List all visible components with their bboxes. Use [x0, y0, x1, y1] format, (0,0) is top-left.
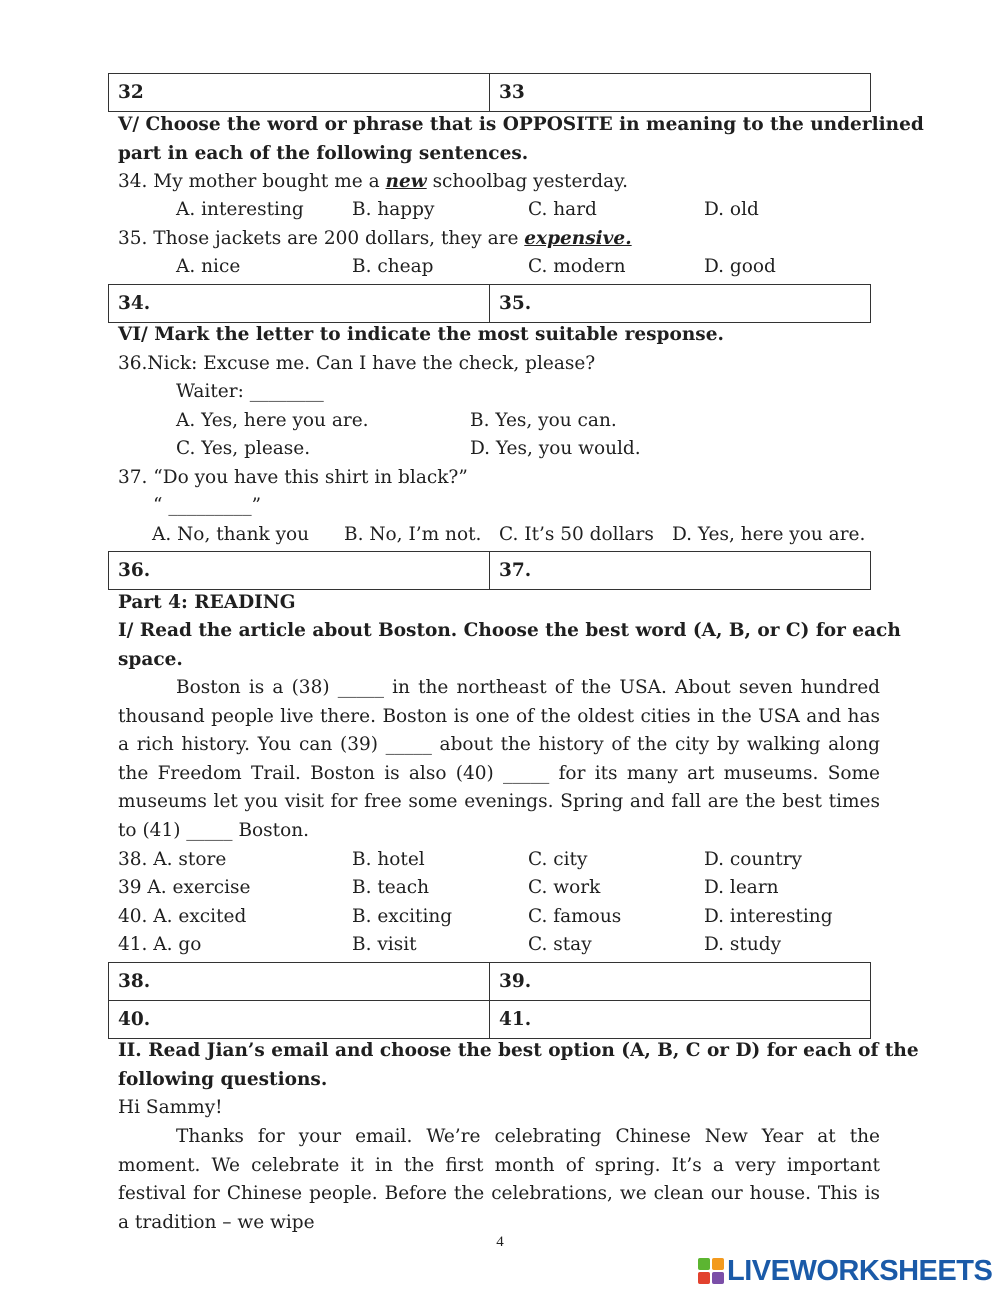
answer-cell-36[interactable]: 36. — [109, 552, 490, 590]
reading-1-heading: I/ Read the article about Boston. Choose the best word (A, B, or C) for each — [118, 620, 901, 641]
q34-option-a: A. interesting — [176, 199, 304, 220]
answer-cell-38[interactable]: 38. — [109, 963, 490, 1001]
q38-option-c: C. city — [528, 849, 588, 870]
part-4-title: Part 4: READING — [118, 592, 296, 613]
answer-cell-32[interactable]: 32 — [109, 74, 490, 112]
q37-option-d: D. Yes, here you are. — [672, 524, 866, 545]
q41-option-d: D. study — [704, 934, 782, 955]
email-body — [118, 1123, 880, 1237]
q39-option-c: C. work — [528, 877, 601, 898]
question-36-waiter: Waiter: ________ — [176, 381, 324, 402]
q36-option-a: A. Yes, here you are. — [176, 410, 369, 431]
q35-option-c: C. modern — [528, 256, 626, 277]
q37-option-b: B. No, I’m not. — [344, 524, 482, 545]
q34-option-b: B. happy — [352, 199, 435, 220]
section-6-heading: VI/ Mark the letter to indicate the most suitable response. — [118, 324, 724, 345]
answer-cell-37[interactable]: 37. — [490, 552, 871, 590]
q34-option-c: C. hard — [528, 199, 597, 220]
q38-option-a: 38. A. store — [118, 849, 227, 870]
q35-option-a: A. nice — [176, 256, 241, 277]
question-37-blank: “ _________” — [153, 495, 262, 516]
q41-option-a: 41. A. go — [118, 934, 202, 955]
reading-2-heading-cont: following questions. — [118, 1069, 328, 1090]
q36-option-b: B. Yes, you can. — [470, 410, 617, 431]
question-36: 36.Nick: Excuse me. Can I have the check, please? — [118, 353, 596, 374]
q37-option-a: A. No, thank you — [152, 524, 310, 545]
q35-option-d: D. good — [704, 256, 776, 277]
page-number: 4 — [496, 1234, 504, 1250]
question-35 — [118, 227, 632, 251]
answer-cell-40[interactable]: 40. — [109, 1001, 490, 1039]
answer-table-34-35 — [108, 284, 871, 323]
email-body-text: Thanks for your email. We’re celebrating Chinese New Year at the moment. We celebrate it in the first month of spring. It’s a very important festival for Chinese people. Before the celebrations, we clean our house. This is a tradition – we wipe — [118, 1126, 880, 1233]
email-greeting: Hi Sammy! — [118, 1097, 223, 1118]
answer-cell-41[interactable]: 41. — [490, 1001, 871, 1039]
section-5-heading: V/ Choose the word or phrase that is OPPOSITE in meaning to the underlined — [118, 114, 924, 135]
question-34-after: schoolbag yesterday. — [426, 171, 628, 192]
answer-cell-39[interactable]: 39. — [490, 963, 871, 1001]
reading-1-heading-cont: space. — [118, 649, 183, 670]
q40-option-a: 40. A. excited — [118, 906, 247, 927]
answer-cell-35[interactable]: 35. — [490, 285, 871, 323]
liveworksheets-logo-text: LIVEWORKSHEETS — [727, 1254, 993, 1287]
q41-option-b: B. visit — [352, 934, 417, 955]
answer-table-38-41 — [108, 962, 871, 1039]
boston-passage-text: Boston is a (38) _____ in the northeast of the USA. About seven hundred thousand people live there. Boston is one of the oldest cities in the USA and has a rich history. You can (39) _____ about the history of the city by walking along the Freedom Trail. Boston is also (40) _____ for its many art museums. Some museums let you visit for free some evenings. Spring and fall are the best times to (41) _____ Boston. — [118, 677, 880, 841]
question-34 — [118, 170, 628, 194]
section-5-heading-cont: part in each of the following sentences. — [118, 143, 529, 164]
question-37: 37. “Do you have this shirt in black?” — [118, 467, 468, 488]
q35-option-b: B. cheap — [352, 256, 434, 277]
question-35-underlined: expensive. — [524, 228, 632, 249]
q41-option-c: C. stay — [528, 934, 592, 955]
q39-option-d: D. learn — [704, 877, 779, 898]
q36-option-d: D. Yes, you would. — [470, 438, 641, 459]
q40-option-c: C. famous — [528, 906, 622, 927]
answer-cell-33[interactable]: 33 — [490, 74, 871, 112]
q40-option-b: B. exciting — [352, 906, 453, 927]
answer-cell-34[interactable]: 34. — [109, 285, 490, 323]
q40-option-d: D. interesting — [704, 906, 833, 927]
boston-passage — [118, 674, 880, 846]
q38-option-b: B. hotel — [352, 849, 425, 870]
q39-option-a: 39 A. exercise — [118, 877, 251, 898]
q36-option-c: C. Yes, please. — [176, 438, 311, 459]
answer-table-32-33 — [108, 73, 871, 112]
reading-2-heading: II. Read Jian’s email and choose the best option (A, B, C or D) for each of the — [118, 1040, 919, 1061]
question-34-before: 34. My mother bought me a — [118, 171, 386, 192]
answer-table-36-37 — [108, 551, 871, 590]
q39-option-b: B. teach — [352, 877, 430, 898]
q34-option-d: D. old — [704, 199, 759, 220]
q37-option-c: C. It’s 50 dollars — [499, 524, 654, 545]
question-35-before: 35. Those jackets are 200 dollars, they are — [118, 228, 525, 249]
liveworksheets-logo[interactable] — [698, 1254, 992, 1288]
question-34-underlined: new — [385, 171, 427, 192]
q38-option-d: D. country — [704, 849, 802, 870]
liveworksheets-logo-icon — [698, 1258, 724, 1284]
